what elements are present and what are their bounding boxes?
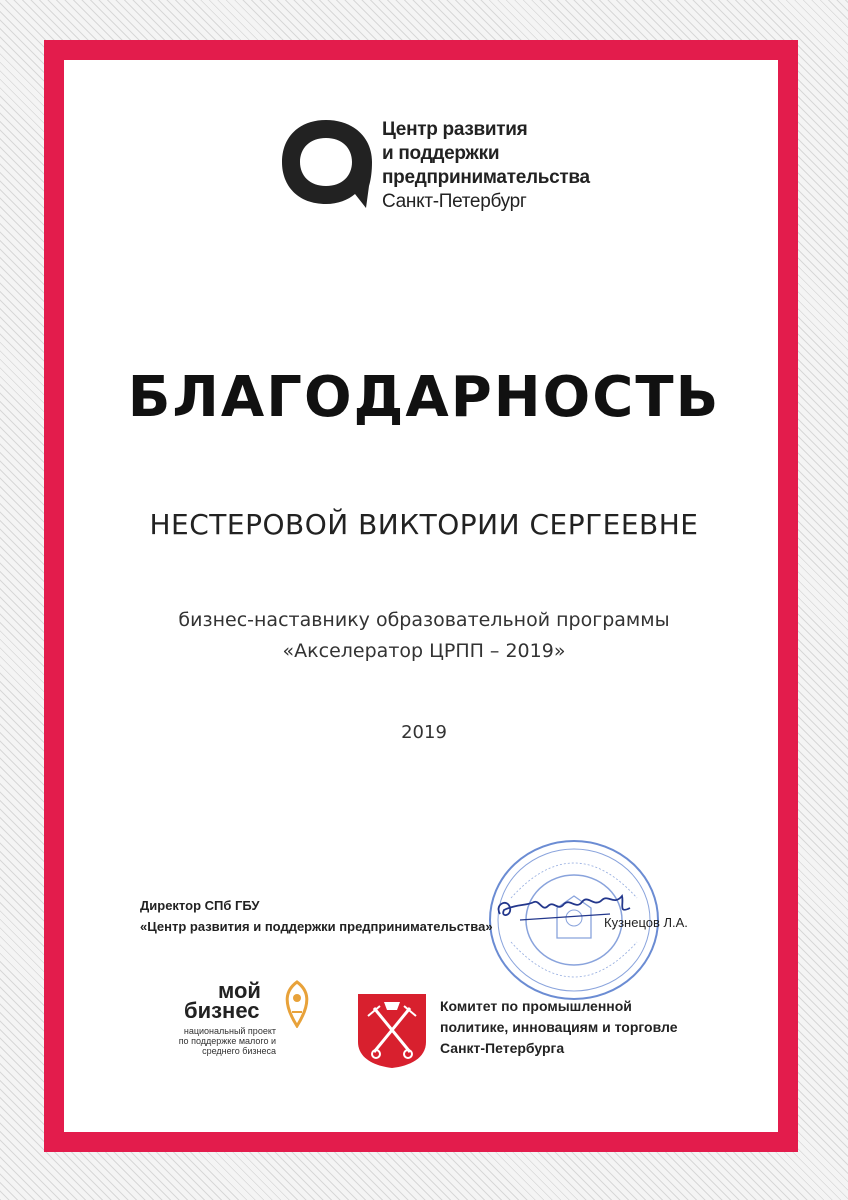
description-line-1: бизнес-наставнику образовательной программы [178, 609, 670, 631]
description-line-2: «Акселератор ЦРПП – 2019» [282, 640, 566, 662]
org-line-1: Центр развития [382, 119, 528, 140]
signer-name: Кузнецов Л.А. [604, 915, 688, 930]
director-position [140, 895, 560, 937]
committee-line-2: политике, инновациям и торговле [440, 1019, 678, 1035]
moy-biznes-word-2: бизнес [184, 998, 260, 1023]
year: 2019 [401, 722, 447, 743]
moy-biznes-caption: национальный проект по поддержке малого и среднего бизнеса [178, 1026, 276, 1056]
coat-of-arms-icon [356, 992, 428, 1070]
director-line-2: «Центр развития и поддержки предпринимательства» [140, 919, 493, 934]
org-line-3: предпринимательства [382, 167, 590, 188]
committee-line-1: Комитет по промышленной [440, 998, 632, 1014]
rocket-pin-icon [280, 980, 314, 1028]
recipient-name: НЕСТЕРОВОЙ ВИКТОРИИ СЕРГЕЕВНЕ [149, 508, 699, 541]
crpp-logo [276, 112, 590, 222]
moy-biznes-logo [176, 978, 326, 1068]
speech-bubble-q-icon [276, 112, 376, 212]
director-line-1: Директор СПб ГБУ [140, 898, 260, 913]
certificate-title: БЛАГОДАРНОСТЬ [127, 365, 721, 430]
moy-biznes-word-1: мой [218, 978, 261, 1003]
description [64, 605, 784, 667]
org-name [382, 118, 592, 214]
committee-line-3: Санкт-Петербурга [440, 1040, 565, 1056]
org-line-2: и поддержки [382, 143, 500, 164]
committee-name [440, 996, 700, 1059]
org-line-4: Санкт-Петербург [382, 191, 527, 212]
